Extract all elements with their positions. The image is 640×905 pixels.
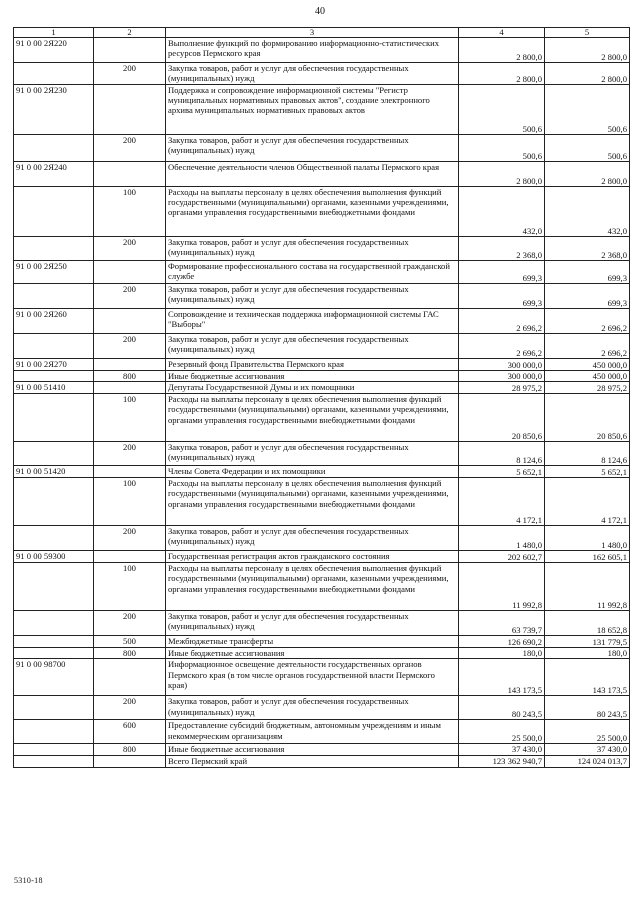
table-row bbox=[14, 648, 630, 659]
vr-code-cell: 800 bbox=[94, 744, 166, 755]
amount-col4-cell: 300 000,0 bbox=[459, 371, 545, 382]
amount-col5-cell: 124 024 013,7 bbox=[545, 755, 630, 767]
vr-code-cell: 200 bbox=[94, 284, 166, 309]
table-row bbox=[14, 551, 630, 563]
amount-col4-cell: 699,3 bbox=[459, 284, 545, 309]
amount-col5-cell: 25 500,0 bbox=[545, 720, 630, 744]
item-name-cell: Закупка товаров, работ и услуг для обеспечения государственных (муниципальных) нужд bbox=[166, 442, 459, 466]
amount-col5-cell: 2 696,2 bbox=[545, 309, 630, 334]
kcsr-code-cell bbox=[14, 720, 94, 744]
vr-code-cell: 800 bbox=[94, 648, 166, 659]
item-name-cell: Расходы на выплаты персоналу в целях обеспечения выполнения функций государственными (муниципальными) органами, казенными учреждениями, органами управления государственными внебюджетными фондами bbox=[166, 478, 459, 526]
kcsr-code-cell: 91 0 00 51410 bbox=[14, 382, 94, 394]
amount-col4-cell: 2 696,2 bbox=[459, 334, 545, 359]
table-row bbox=[14, 636, 630, 648]
item-name-cell: Закупка товаров, работ и услуг для обеспечения государственных (муниципальных) нужд bbox=[166, 135, 459, 162]
table-row bbox=[14, 38, 630, 63]
kcsr-code-cell bbox=[14, 394, 94, 442]
kcsr-code-cell: 91 0 00 51420 bbox=[14, 466, 94, 478]
vr-code-cell: 500 bbox=[94, 636, 166, 648]
kcsr-code-cell bbox=[14, 371, 94, 382]
amount-col5-cell: 143 173,5 bbox=[545, 659, 630, 696]
table-row bbox=[14, 162, 630, 187]
item-name-cell: Поддержка и сопровождение информационной системы "Регистр муниципальных нормативных правовых актов", создание электронного архива муниципальных нормативных правовых актов bbox=[166, 85, 459, 135]
amount-col5-cell: 500,6 bbox=[545, 85, 630, 135]
kcsr-code-cell: 91 0 00 59300 bbox=[14, 551, 94, 563]
kcsr-code-cell bbox=[14, 526, 94, 551]
page-number: 40 bbox=[315, 6, 325, 17]
table-row bbox=[14, 394, 630, 442]
vr-code-cell: 200 bbox=[94, 611, 166, 636]
amount-col4-cell: 37 430,0 bbox=[459, 744, 545, 755]
amount-col4-cell: 300 000,0 bbox=[459, 359, 545, 371]
kcsr-code-cell bbox=[14, 648, 94, 659]
vr-code-cell bbox=[94, 382, 166, 394]
amount-col4-cell: 63 739,7 bbox=[459, 611, 545, 636]
amount-col5-cell: 2 696,2 bbox=[545, 334, 630, 359]
table-row bbox=[14, 359, 630, 371]
column-header-5: 5 bbox=[545, 28, 630, 38]
amount-col5-cell: 5 652,1 bbox=[545, 466, 630, 478]
amount-col4-cell: 5 652,1 bbox=[459, 466, 545, 478]
kcsr-code-cell bbox=[14, 63, 94, 85]
kcsr-code-cell bbox=[14, 442, 94, 466]
vr-code-cell: 200 bbox=[94, 526, 166, 551]
kcsr-code-cell: 91 0 00 98700 bbox=[14, 659, 94, 696]
amount-col4-cell: 123 362 940,7 bbox=[459, 755, 545, 767]
table-row bbox=[14, 261, 630, 284]
vr-code-cell: 800 bbox=[94, 371, 166, 382]
item-name-cell: Обеспечение деятельности членов Общественной палаты Пермского края bbox=[166, 162, 459, 187]
item-name-cell: Сопровождение и техническая поддержка информационной системы ГАС "Выборы" bbox=[166, 309, 459, 334]
item-name-cell: Государственная регистрация актов гражданского состояния bbox=[166, 551, 459, 563]
kcsr-code-cell: 91 0 00 2Я230 bbox=[14, 85, 94, 135]
vr-code-cell: 200 bbox=[94, 442, 166, 466]
kcsr-code-cell bbox=[14, 478, 94, 526]
vr-code-cell bbox=[94, 162, 166, 187]
table-row bbox=[14, 382, 630, 394]
item-name-cell: Закупка товаров, работ и услуг для обеспечения государственных (муниципальных) нужд bbox=[166, 237, 459, 261]
item-name-cell: Иные бюджетные ассигнования bbox=[166, 371, 459, 382]
vr-code-cell: 200 bbox=[94, 696, 166, 720]
item-name-cell: Информационное освещение деятельности государственных органов Пермского края (в том числе органов государственной власти Пермского края) bbox=[166, 659, 459, 696]
item-name-cell: Закупка товаров, работ и услуг для обеспечения государственных (муниципальных) нужд bbox=[166, 284, 459, 309]
column-header-4: 4 bbox=[459, 28, 545, 38]
vr-code-cell: 100 bbox=[94, 563, 166, 611]
amount-col4-cell: 20 850,6 bbox=[459, 394, 545, 442]
amount-col5-cell: 2 800,0 bbox=[545, 63, 630, 85]
amount-col5-cell: 4 172,1 bbox=[545, 478, 630, 526]
table-row bbox=[14, 563, 630, 611]
amount-col5-cell: 80 243,5 bbox=[545, 696, 630, 720]
amount-col4-cell: 80 243,5 bbox=[459, 696, 545, 720]
table-header-row bbox=[14, 28, 630, 38]
vr-code-cell bbox=[94, 659, 166, 696]
vr-code-cell: 100 bbox=[94, 478, 166, 526]
kcsr-code-cell bbox=[14, 284, 94, 309]
item-name-cell: Расходы на выплаты персоналу в целях обеспечения выполнения функций государственными (муниципальными) органами, казенными учреждениями, органами управления государственными внебюджетными фондами bbox=[166, 394, 459, 442]
table-row bbox=[14, 371, 630, 382]
amount-col5-cell: 180,0 bbox=[545, 648, 630, 659]
kcsr-code-cell bbox=[14, 237, 94, 261]
item-name-cell: Выполнение функций по формированию информационно-статистических ресурсов Пермского края bbox=[166, 38, 459, 63]
amount-col4-cell: 500,6 bbox=[459, 135, 545, 162]
item-name-cell: Резервный фонд Правительства Пермского края bbox=[166, 359, 459, 371]
item-name-cell: Закупка товаров, работ и услуг для обеспечения государственных (муниципальных) нужд bbox=[166, 334, 459, 359]
amount-col5-cell: 20 850,6 bbox=[545, 394, 630, 442]
amount-col4-cell: 28 975,2 bbox=[459, 382, 545, 394]
kcsr-code-cell bbox=[14, 744, 94, 755]
vr-code-cell bbox=[94, 309, 166, 334]
document-code-footer: 5310-18 bbox=[14, 876, 43, 885]
amount-col4-cell: 2 696,2 bbox=[459, 309, 545, 334]
vr-code-cell bbox=[94, 85, 166, 135]
item-name-cell: Закупка товаров, работ и услуг для обеспечения государственных (муниципальных) нужд bbox=[166, 611, 459, 636]
table-row bbox=[14, 284, 630, 309]
vr-code-cell bbox=[94, 466, 166, 478]
table-row bbox=[14, 720, 630, 744]
item-name-cell: Закупка товаров, работ и услуг для обеспечения государственных (муниципальных) нужд bbox=[166, 696, 459, 720]
table-row bbox=[14, 237, 630, 261]
vr-code-cell: 100 bbox=[94, 187, 166, 237]
kcsr-code-cell bbox=[14, 187, 94, 237]
table-row bbox=[14, 85, 630, 135]
vr-code-cell: 600 bbox=[94, 720, 166, 744]
amount-col5-cell: 699,3 bbox=[545, 261, 630, 284]
kcsr-code-cell: 91 0 00 2Я220 bbox=[14, 38, 94, 63]
amount-col4-cell: 11 992,8 bbox=[459, 563, 545, 611]
table-row bbox=[14, 755, 630, 767]
item-name-cell: Закупка товаров, работ и услуг для обеспечения государственных (муниципальных) нужд bbox=[166, 63, 459, 85]
table-row bbox=[14, 187, 630, 237]
amount-col4-cell: 143 173,5 bbox=[459, 659, 545, 696]
table-row bbox=[14, 526, 630, 551]
table-row bbox=[14, 466, 630, 478]
vr-code-cell bbox=[94, 551, 166, 563]
kcsr-code-cell: 91 0 00 2Я270 bbox=[14, 359, 94, 371]
column-header-1: 1 bbox=[14, 28, 94, 38]
table-row bbox=[14, 611, 630, 636]
item-name-cell: Расходы на выплаты персоналу в целях обеспечения выполнения функций государственными (муниципальными) органами, казенными учреждениями, органами управления государственными внебюджетными фондами bbox=[166, 187, 459, 237]
amount-col5-cell: 432,0 bbox=[545, 187, 630, 237]
amount-col4-cell: 202 602,7 bbox=[459, 551, 545, 563]
table-row bbox=[14, 696, 630, 720]
kcsr-code-cell bbox=[14, 611, 94, 636]
amount-col4-cell: 699,3 bbox=[459, 261, 545, 284]
amount-col5-cell: 162 605,1 bbox=[545, 551, 630, 563]
item-name-cell: Члены Совета Федерации и их помощники bbox=[166, 466, 459, 478]
kcsr-code-cell: 91 0 00 2Я240 bbox=[14, 162, 94, 187]
kcsr-code-cell bbox=[14, 563, 94, 611]
item-name-cell: Всего Пермский край bbox=[166, 755, 459, 767]
vr-code-cell: 200 bbox=[94, 135, 166, 162]
amount-col4-cell: 1 480,0 bbox=[459, 526, 545, 551]
amount-col5-cell: 37 430,0 bbox=[545, 744, 630, 755]
amount-col4-cell: 2 800,0 bbox=[459, 162, 545, 187]
amount-col5-cell: 1 480,0 bbox=[545, 526, 630, 551]
vr-code-cell bbox=[94, 261, 166, 284]
vr-code-cell bbox=[94, 38, 166, 63]
amount-col4-cell: 2 800,0 bbox=[459, 38, 545, 63]
table-row bbox=[14, 659, 630, 696]
amount-col4-cell: 126 690,2 bbox=[459, 636, 545, 648]
vr-code-cell bbox=[94, 755, 166, 767]
amount-col5-cell: 8 124,6 bbox=[545, 442, 630, 466]
item-name-cell: Иные бюджетные ассигнования bbox=[166, 648, 459, 659]
kcsr-code-cell bbox=[14, 636, 94, 648]
amount-col5-cell: 28 975,2 bbox=[545, 382, 630, 394]
budget-table bbox=[13, 27, 630, 768]
amount-col5-cell: 500,6 bbox=[545, 135, 630, 162]
table-row bbox=[14, 63, 630, 85]
item-name-cell: Предоставление субсидий бюджетным, автономным учреждениям и иным некоммерческим организациям bbox=[166, 720, 459, 744]
vr-code-cell bbox=[94, 359, 166, 371]
amount-col5-cell: 2 368,0 bbox=[545, 237, 630, 261]
amount-col5-cell: 11 992,8 bbox=[545, 563, 630, 611]
kcsr-code-cell bbox=[14, 755, 94, 767]
amount-col5-cell: 2 800,0 bbox=[545, 38, 630, 63]
amount-col5-cell: 18 652,8 bbox=[545, 611, 630, 636]
amount-col5-cell: 450 000,0 bbox=[545, 371, 630, 382]
amount-col4-cell: 432,0 bbox=[459, 187, 545, 237]
table-row bbox=[14, 135, 630, 162]
amount-col5-cell: 450 000,0 bbox=[545, 359, 630, 371]
item-name-cell: Межбюджетные трансферты bbox=[166, 636, 459, 648]
amount-col4-cell: 180,0 bbox=[459, 648, 545, 659]
table-row bbox=[14, 442, 630, 466]
vr-code-cell: 200 bbox=[94, 334, 166, 359]
column-header-2: 2 bbox=[94, 28, 166, 38]
vr-code-cell: 200 bbox=[94, 63, 166, 85]
amount-col4-cell: 25 500,0 bbox=[459, 720, 545, 744]
column-header-3: 3 bbox=[166, 28, 459, 38]
amount-col4-cell: 2 368,0 bbox=[459, 237, 545, 261]
item-name-cell: Иные бюджетные ассигнования bbox=[166, 744, 459, 755]
amount-col5-cell: 131 779,5 bbox=[545, 636, 630, 648]
table-row bbox=[14, 334, 630, 359]
amount-col4-cell: 500,6 bbox=[459, 85, 545, 135]
item-name-cell: Формирование профессионального состава на государственной гражданской службе bbox=[166, 261, 459, 284]
table-row bbox=[14, 309, 630, 334]
amount-col4-cell: 2 800,0 bbox=[459, 63, 545, 85]
amount-col5-cell: 699,3 bbox=[545, 284, 630, 309]
item-name-cell: Закупка товаров, работ и услуг для обеспечения государственных (муниципальных) нужд bbox=[166, 526, 459, 551]
table-row bbox=[14, 744, 630, 755]
kcsr-code-cell: 91 0 00 2Я260 bbox=[14, 309, 94, 334]
kcsr-code-cell bbox=[14, 696, 94, 720]
table-row bbox=[14, 478, 630, 526]
kcsr-code-cell bbox=[14, 334, 94, 359]
kcsr-code-cell bbox=[14, 135, 94, 162]
amount-col4-cell: 4 172,1 bbox=[459, 478, 545, 526]
item-name-cell: Расходы на выплаты персоналу в целях обеспечения выполнения функций государственными (муниципальными) органами, казенными учреждениями, органами управления государственными внебюджетными фондами bbox=[166, 563, 459, 611]
amount-col5-cell: 2 800,0 bbox=[545, 162, 630, 187]
item-name-cell: Депутаты Государственной Думы и их помощники bbox=[166, 382, 459, 394]
kcsr-code-cell: 91 0 00 2Я250 bbox=[14, 261, 94, 284]
amount-col4-cell: 8 124,6 bbox=[459, 442, 545, 466]
vr-code-cell: 100 bbox=[94, 394, 166, 442]
vr-code-cell: 200 bbox=[94, 237, 166, 261]
